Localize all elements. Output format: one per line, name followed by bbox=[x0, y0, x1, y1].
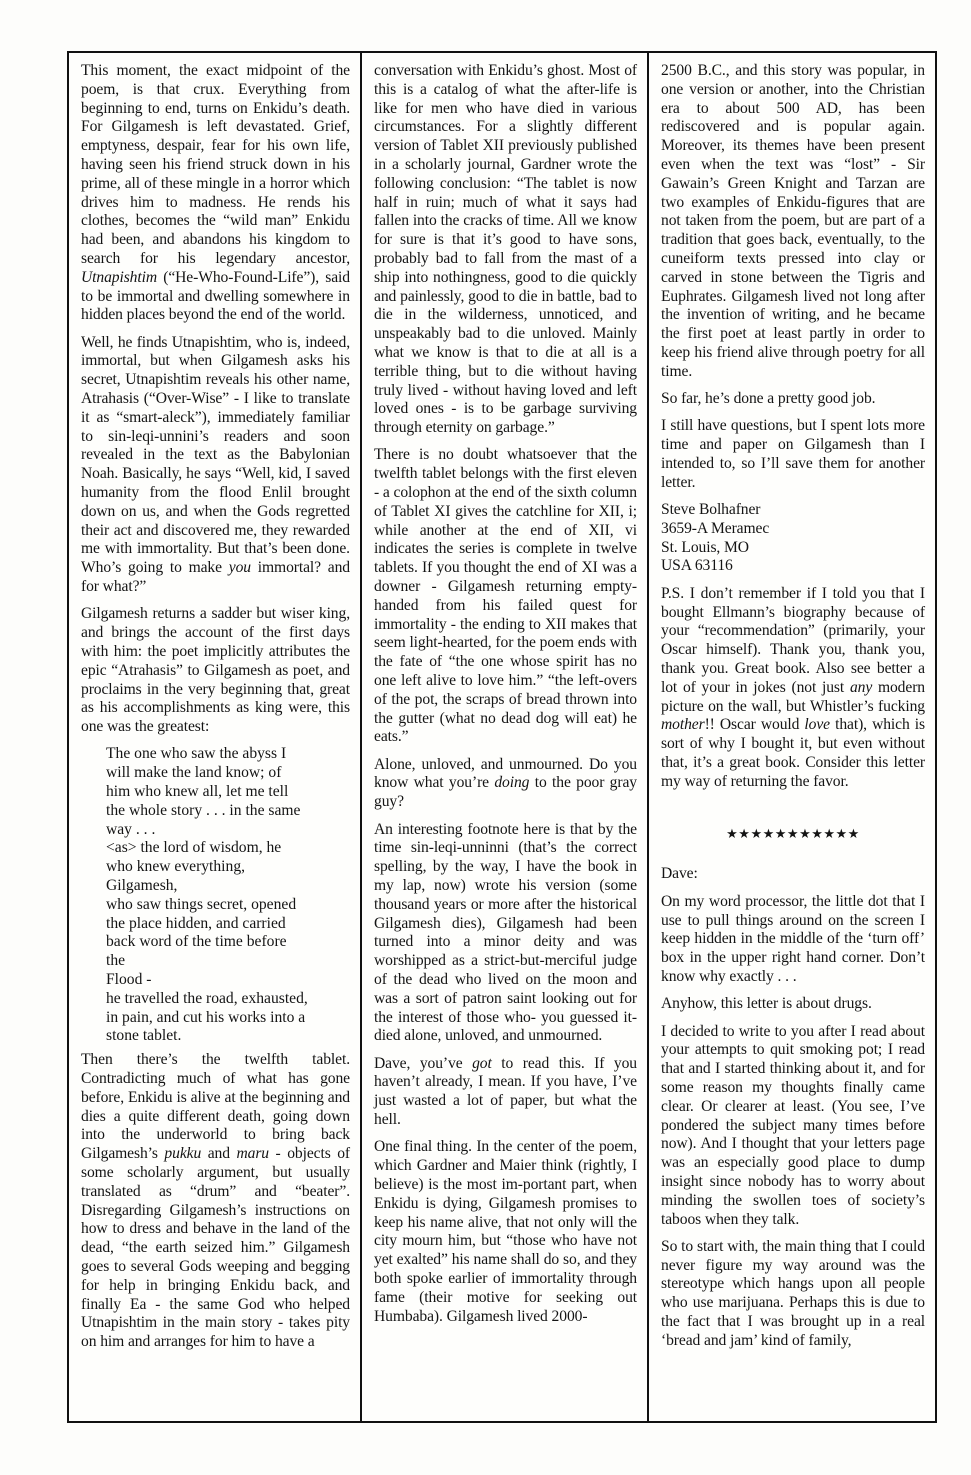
column-3 bbox=[647, 53, 935, 1421]
paragraph: An interesting footnote here is that by the time sin-leqi-unninni (that’s the correct spelling, by the way, I have the book in my lap, now) wrote his version (some thousand years or more after the historical Gilgamesh dies), Gilgamesh had been turned into a minor deity and was worshipped as a strict-but-merciful judge of the dead who lived on the moon and was a sort of patron saint looking out for the interest of those who- you guessed it- died alone, unloved, and unmourned. bbox=[374, 820, 637, 1045]
paragraph: Well, he finds Utnapishtim, who is, indeed, immortal, but when Gilgamesh asks his secret, Utnapishtim reveals his other name, Atrahasis (“Over-Wise” - I like to translate it as “smart-aleck”), immediately familiar to sin-leqi-unnini’s readers and soon revealed in the text as the Babylonian Noah. Basically, he says “Well, kid, I saved humanity from the flood Enlil brought down on us, and when the Gods regretted their act and discovered me, they rewarded me with immortality. But that’s been done. Who’s going to make you immortal? and for what?” bbox=[81, 333, 350, 596]
poem-line: who saw things secret, opened bbox=[106, 895, 297, 913]
poem-line: The one who saw the abyss I bbox=[106, 745, 287, 763]
poem-line: stone tablet. bbox=[106, 1027, 182, 1045]
poem-line: the bbox=[106, 952, 126, 970]
poem-line: Flood - bbox=[106, 970, 152, 988]
poem-line: in pain, and cut his works into a bbox=[106, 1008, 306, 1026]
poem-line: <as> the lord of wisdom, he bbox=[106, 839, 282, 857]
signature-name: Steve Bolhafner bbox=[661, 501, 761, 519]
poem-line: Gilgamesh, bbox=[106, 876, 178, 894]
paragraph: Then there’s the twelfth tablet. Contradicting much of what has gone before, Enkidu is alive at the beginning and dies a quite different death, going down into the underworld to bring back Gilgamesh’s pukku and maru - objects of some scholarly argument, but usually translated as “drum” and “beater”. Disregarding Gilgamesh’s instructions on how to dress and behave in the land of the dead, “the earth seized him.” Gilgamesh goes to several Gods weeping and begging for help in bringing Enkidu back, and finally Ea - the same God who helped Utnapishtim in the main story - takes pity on him and arranges for him to have a bbox=[81, 1051, 350, 1351]
poem-line: way . . . bbox=[106, 820, 156, 838]
signature-city: St. Louis, MO bbox=[661, 538, 749, 556]
paragraph: One final thing. In the center of the poem, which Gardner and Maier think (rightly, I believe) is the most im-portant part, when Enkidu is dying, Gilgamesh promises to keep his name alive, that not only will the city mourn him, but “those who have not yet exalted” his name shall do so, and they both spoke earlier of immortality through fame (their motive for seeking out Humbaba). Gilgamesh lived 2000- bbox=[374, 1138, 637, 1325]
column-2 bbox=[360, 53, 647, 1421]
poem-line: will make the land know; of bbox=[106, 764, 282, 782]
paragraph: Anyhow, this letter is about drugs. bbox=[661, 995, 872, 1013]
paragraph: I decided to write to you after I read about your attempts to quit smoking pot; I read that and I started thinking about it, and for some reason my thoughts finally came clear. Or clearer at least. (You see, I’ve pondered the subject many times before now). And I thought that your letters page was an especially good place to dump insight since nobody has to worry about minding the swollen toes of society’s taboos when they talk. bbox=[661, 1022, 925, 1228]
paragraph: Dave, you’ve got to read this. If you haven’t already, I mean. If you have, I’ve just wasted a lot of paper, but what the hell. bbox=[374, 1054, 637, 1129]
poem-line: the whole story . . . in the same bbox=[106, 801, 301, 819]
paragraph: conversation with Enkidu’s ghost. Most of this is a catalog of what the after-life is like for men who have died in various circumstances. For a slightly different version of Tablet XII previously published in a scholarly journal, Gardner wrote the following conclusion: “The tablet is now half in ruin; much of what it says had fallen into the cracks of time. All we know for sure is that it’s good to have sons, probably bad to fall from the mast of a ship into nothingness, good to die quickly and painlessly, good to die in battle, bad to die in the wilderness, unnoticed, and unspeakably bad to die unloved. Mainly what we know is that to die at all is a terrible thing, but to die without having truly lived - without having loved and left loved ones - is to be garbage surviving through eternity on garbage.” bbox=[374, 62, 637, 437]
salutation: Dave: bbox=[661, 865, 698, 883]
column-1 bbox=[69, 53, 360, 1421]
poem-line: he travelled the road, exhausted, bbox=[106, 989, 308, 1007]
paragraph: This moment, the exact midpoint of the poem, is that crux. Everything from beginning to end, turns on Enkidu’s death. For Gilgamesh is left devastated. Grief, emptyness, despair, fear for his own life, having seen his friend struck down in his prime, all of these mingle in a horror which drives him to madness. He rends his clothes, becomes the “wild man” Enkidu had been, and abandons his kingdom to search for his legendary ancestor, Utnapishtim (“He-Who-Found-Life”), said to be immortal and dwelling somewhere in hidden places beyond the end of the world. bbox=[81, 62, 350, 324]
paragraph: There is no doubt whatsoever that the twelfth tablet belongs with the first eleven - a colophon at the end of the sixth column of Tablet XI gives the catchline for XII, i; while another at the end of XII, vi indicates the series is complete in twelve tablets. If you thought the end of XI was a downer - Gilgamesh returning empty-handed from his failed quest for immortality - the ending to XII makes that seem light-hearted, for the poem ends with the fate of “the one whose spirit has no one left alive to love him.” “the left-overs of the pot, the scraps of bread thrown into the gutter (what no dead dog will eat) he eats.” bbox=[374, 446, 637, 746]
paragraph: So far, he’s done a pretty good job. bbox=[661, 390, 876, 408]
poem-line: him who knew all, let me tell bbox=[106, 782, 289, 800]
postscript: P.S. I don’t remember if I told you that I bought Ellmann’s biography because of your “recommendation” (primarily, your Oscar himself). Thank you, thank you, thank you. Great book. Also see better a lot of your in jokes (not just any modern picture on the wall, but Whistler’s fucking mother!! Oscar would love that), which is sort of why I bought it, but even without that, it’s a great book. Consider this letter my way of returning the favor. bbox=[661, 584, 925, 790]
poem-line: the place hidden, and carried bbox=[106, 914, 286, 932]
poem-line: who knew everything, bbox=[106, 858, 246, 876]
letters-page-frame bbox=[67, 51, 937, 1423]
paragraph: 2500 B.C., and this story was popular, in one version or another, into the Christian era to about 500 AD, has been rediscovered and is popular again. Moreover, its themes have been present even when the text was “lost” - Sir Gawain’s Green Knight and Tarzan are two examples of Enkidu-figures that are not taken from the poem, but are part of a tradition that goes back, eventually, to the cuneiform texts pressed into clay or carved in stone between the Tigris and Euphrates. Gilgamesh lived not long after the invention of writing, and he became the first poet at least partly in order to keep his friend alive through poetry for all time. bbox=[661, 62, 925, 380]
paragraph: I still have questions, but I spent lots more time and paper on Gilgamesh than I intended to, so I’ll save them for another letter. bbox=[661, 417, 925, 491]
poem-line: back word of the time before bbox=[106, 933, 287, 951]
poem-quote bbox=[106, 745, 350, 1046]
signature-street: 3659-A Meramec bbox=[661, 519, 770, 537]
paragraph: So to start with, the main thing that I could never figure my way around was the stereotype which hangs upon all people who use marijuana. Perhaps this is due to the fact that I was brought up in a real ‘bread and jam’ kind of family, bbox=[661, 1237, 925, 1349]
signature-country-zip: USA 63116 bbox=[661, 557, 733, 575]
paragraph: Gilgamesh returns a sadder but wiser king, and brings the account of the first days with him: the poet implicitly attributes the epic “Atrahasis” to Gilgamesh as poet, and proclaims in the very beginning that, great as his accomplishments as king were, this one was the greatest: bbox=[81, 605, 350, 736]
paragraph: Alone, unloved, and unmourned. Do you know what you’re doing to the poor gray guy? bbox=[374, 755, 637, 811]
star-separator: ★★★★★★★★★★★ bbox=[726, 827, 860, 843]
signature-block bbox=[661, 501, 925, 576]
paragraph: On my word processor, the little dot that I use to pull things around on the screen I keep hidden in the middle of the ‘turn off’ box in the upper right hand corner. Don’t know why exactly . . . bbox=[661, 892, 925, 985]
